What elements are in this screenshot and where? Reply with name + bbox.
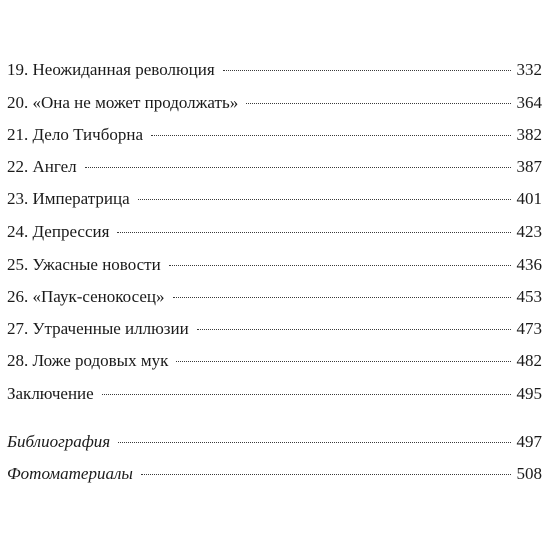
toc-entry-page: 508 <box>516 464 542 483</box>
toc-entry-23[interactable] <box>7 188 542 210</box>
dot-leader <box>151 135 511 136</box>
toc-entry-21[interactable] <box>7 124 542 146</box>
toc-entry-page: 364 <box>516 93 542 112</box>
toc-entry-title: 26. «Паук-сенокосец» <box>7 287 165 306</box>
dot-leader <box>173 297 511 298</box>
dot-leader <box>169 265 511 266</box>
dot-leader <box>138 199 511 200</box>
toc-entry-title: 22. Ангел <box>7 157 77 176</box>
toc-entry-page: 473 <box>516 319 542 338</box>
toc-entry-page: 401 <box>516 189 542 208</box>
toc-entry-27[interactable] <box>7 318 542 340</box>
dot-leader <box>197 329 511 330</box>
toc-entry-title: 19. Неожиданная революция <box>7 60 215 79</box>
toc-entry-page: 453 <box>516 287 542 306</box>
toc-entry-title: 27. Утраченные иллюзии <box>7 319 189 338</box>
dot-leader <box>141 474 511 475</box>
toc-entry-title: Библиография <box>7 432 111 451</box>
dot-leader <box>118 442 510 443</box>
toc-entry-25[interactable] <box>7 254 542 276</box>
toc-entry-title: 28. Ложе родовых мук <box>7 351 169 370</box>
toc-entry-page: 382 <box>516 125 542 144</box>
toc-entry-page: 332 <box>516 60 542 79</box>
toc-entry-title: Заключение <box>7 384 94 403</box>
toc-entry-bibliography[interactable] <box>7 431 542 453</box>
toc-entry-photos[interactable] <box>7 463 542 485</box>
dot-leader <box>85 167 511 168</box>
toc-entry-page: 423 <box>516 222 542 241</box>
dot-leader <box>117 232 510 233</box>
toc-entry-title: 24. Депрессия <box>7 222 110 241</box>
dot-leader <box>223 70 511 71</box>
toc-entry-page: 387 <box>516 157 542 176</box>
toc-entry-conclusion[interactable] <box>7 383 542 405</box>
dot-leader <box>246 103 510 104</box>
toc-entry-title: 20. «Она не может продолжать» <box>7 93 239 112</box>
toc-entry-page: 497 <box>516 432 542 451</box>
toc-entry-26[interactable] <box>7 286 542 308</box>
toc-entry-page: 482 <box>516 351 542 370</box>
toc-entry-20[interactable] <box>7 92 542 114</box>
toc-entry-28[interactable] <box>7 350 542 372</box>
toc-entry-title: 23. Императрица <box>7 189 130 208</box>
toc-entry-24[interactable] <box>7 221 542 243</box>
toc-entry-page: 495 <box>516 384 542 403</box>
toc-entry-19[interactable] <box>7 59 542 81</box>
toc-entry-title: 25. Ужасные новости <box>7 255 161 274</box>
dot-leader <box>102 394 511 395</box>
toc-entry-title: Фотоматериалы <box>7 464 133 483</box>
toc-entry-22[interactable] <box>7 156 542 178</box>
toc-entry-page: 436 <box>516 255 542 274</box>
dot-leader <box>176 361 510 362</box>
toc-entry-title: 21. Дело Тичборна <box>7 125 143 144</box>
